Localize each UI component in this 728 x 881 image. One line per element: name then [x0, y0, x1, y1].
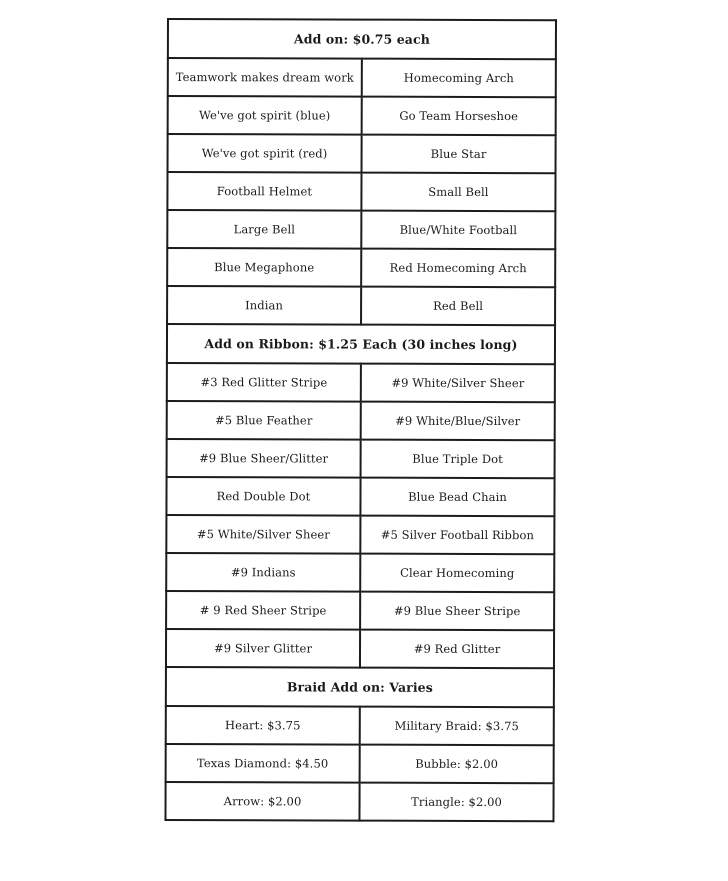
table-row	[167, 248, 555, 287]
section-header-row	[167, 324, 555, 364]
item-cell-right: Clear Homecoming	[360, 554, 554, 593]
item-cell-left: Teamwork makes dream work	[168, 58, 362, 97]
section-header: Add on: $0.75 each	[168, 19, 556, 59]
table-row	[166, 477, 554, 516]
table-row	[166, 629, 554, 668]
section-header-row	[168, 19, 556, 59]
item-cell-left: Red Double Dot	[166, 477, 360, 516]
table-row	[166, 553, 554, 592]
table-row	[166, 706, 554, 745]
item-cell-left: Heart: $3.75	[166, 706, 360, 745]
section-header: Add on Ribbon: $1.25 Each (30 inches long)	[167, 324, 555, 364]
item-cell-right: Military Braid: $3.75	[360, 707, 554, 746]
item-cell-left: We've got spirit (blue)	[168, 96, 362, 135]
table-row	[166, 591, 554, 630]
table-row	[166, 515, 554, 554]
table-row	[168, 96, 556, 135]
section-header: Braid Add on: Varies	[166, 667, 554, 707]
item-cell-right: Blue Bead Chain	[360, 478, 554, 517]
item-cell-left: #5 White/Silver Sheer	[166, 515, 360, 554]
item-cell-left: # 9 Red Sheer Stripe	[166, 591, 360, 630]
table-row	[165, 782, 553, 821]
item-cell-right: Blue Star	[362, 135, 556, 174]
item-cell-left: We've got spirit (red)	[168, 134, 362, 173]
table-row	[167, 363, 555, 402]
table-row	[166, 744, 554, 783]
item-cell-left: Football Helmet	[167, 172, 361, 211]
item-cell-left: #9 Silver Glitter	[166, 629, 360, 668]
item-cell-right: Red Bell	[361, 287, 555, 326]
add-on-price-table	[164, 18, 557, 822]
item-cell-right: #9 Red Glitter	[360, 630, 554, 669]
item-cell-left: Arrow: $2.00	[165, 782, 359, 821]
table-row	[167, 286, 555, 325]
item-cell-right: Bubble: $2.00	[360, 745, 554, 784]
table-row	[167, 210, 555, 249]
table-row	[168, 58, 556, 97]
item-cell-left: #3 Red Glitter Stripe	[167, 363, 361, 402]
table-row	[168, 134, 556, 173]
item-cell-right: Go Team Horseshoe	[362, 97, 556, 136]
table-body	[165, 19, 556, 821]
item-cell-right: Blue/White Football	[361, 211, 555, 250]
table-row	[167, 172, 555, 211]
item-cell-right: Homecoming Arch	[362, 59, 556, 98]
item-cell-right: #9 White/Blue/Silver	[361, 402, 555, 441]
item-cell-right: Blue Triple Dot	[361, 440, 555, 479]
item-cell-left: Texas Diamond: $4.50	[166, 744, 360, 783]
item-cell-right: #9 White/Silver Sheer	[361, 364, 555, 403]
item-cell-right: #9 Blue Sheer Stripe	[360, 592, 554, 631]
item-cell-left: #9 Blue Sheer/Glitter	[167, 439, 361, 478]
item-cell-left: #5 Blue Feather	[167, 401, 361, 440]
item-cell-right: Small Bell	[361, 173, 555, 212]
item-cell-right: Red Homecoming Arch	[361, 249, 555, 288]
item-cell-left: Indian	[167, 286, 361, 325]
item-cell-right: Triangle: $2.00	[359, 783, 553, 822]
section-header-row	[166, 667, 554, 707]
item-cell-left: Large Bell	[167, 210, 361, 249]
item-cell-left: Blue Megaphone	[167, 248, 361, 287]
table-row	[167, 439, 555, 478]
item-cell-left: #9 Indians	[166, 553, 360, 592]
item-cell-right: #5 Silver Football Ribbon	[360, 516, 554, 555]
table-row	[167, 401, 555, 440]
